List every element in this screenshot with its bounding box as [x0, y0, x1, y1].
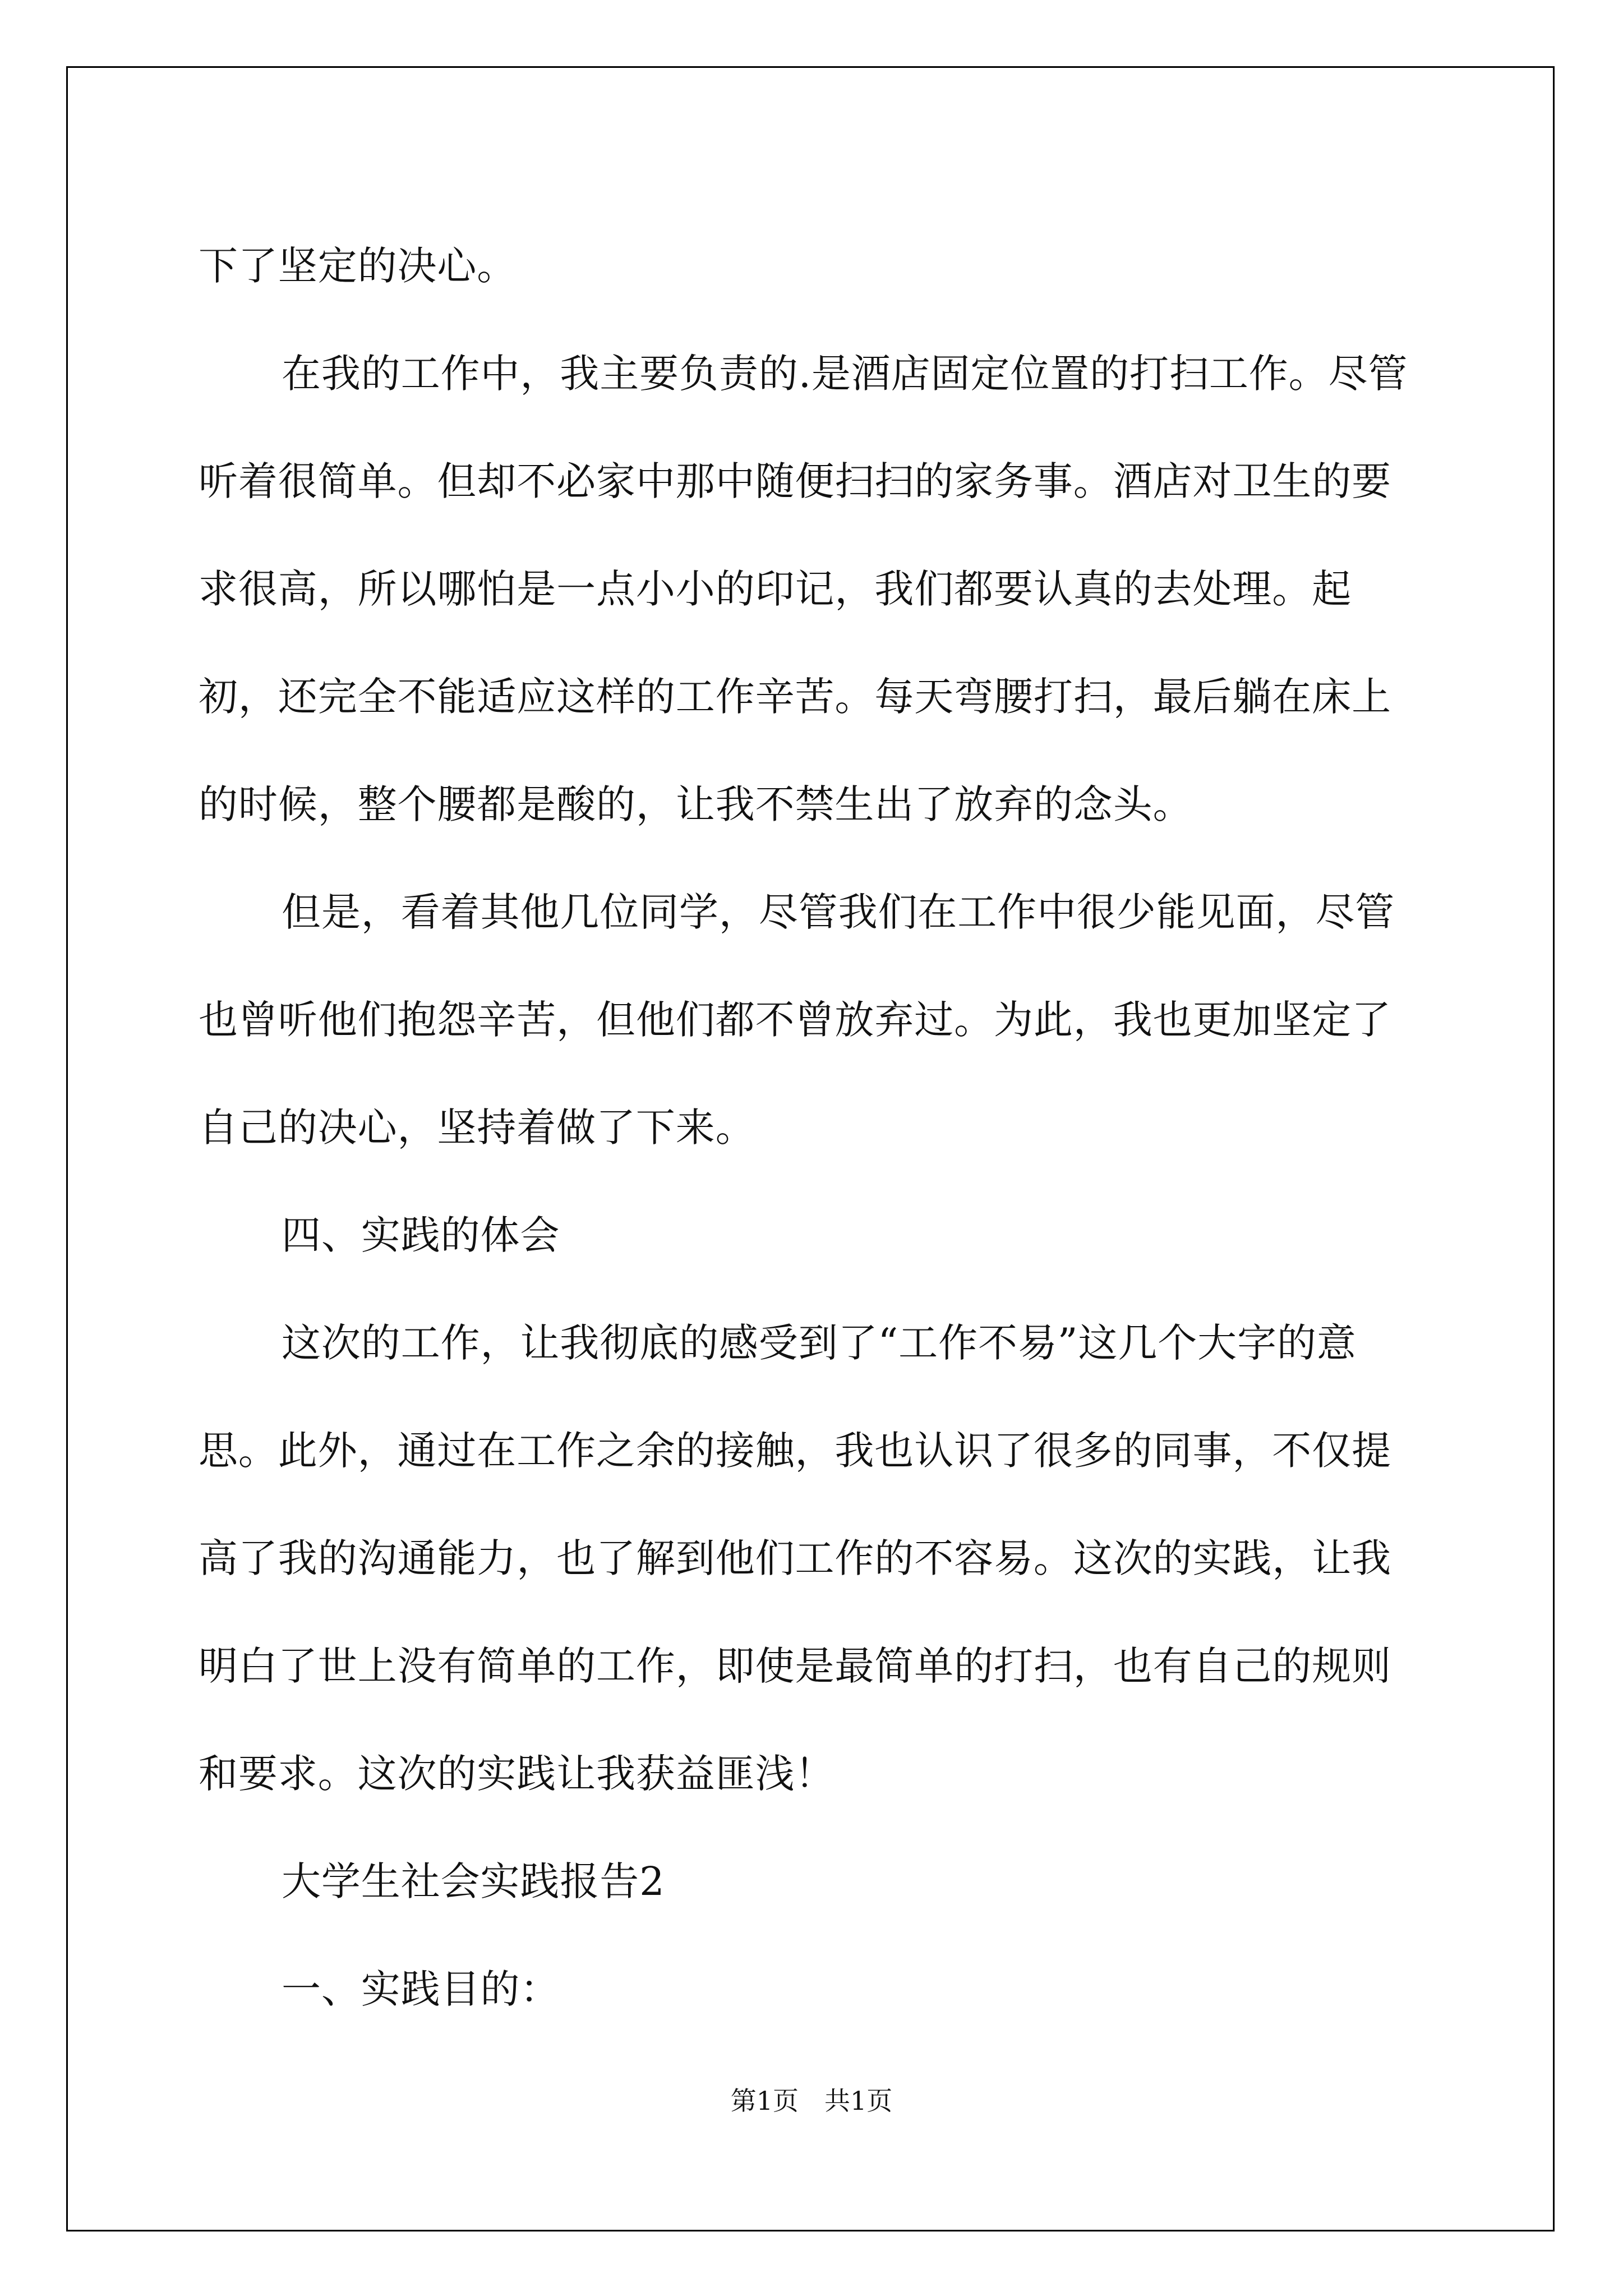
paragraph: 这次的工作，让我彻底的感受到了“工作不易”这几个大字的意思。此外，通过在工作之余的接触，我也认识了很多的同事，不仅提高了我的沟通能力，也了解到他们工作的不容易。这次的实践，让我明白了世上没有简单的工作，即使是最简单的打扫，也有自己的规则和要求。这次的实践让我获益匪浅！: [199, 1320, 1391, 1797]
page-footer: 第1页 共1页: [730, 2086, 893, 2116]
paragraph: 下了坚定的决心。: [199, 243, 517, 289]
report-title: 大学生社会实践报告2: [282, 1858, 665, 1904]
section-heading: 一、实践目的：: [282, 1966, 560, 2012]
document-body: [199, 212, 1428, 2043]
paragraph: 在我的工作中，我主要负责的.是酒店固定位置的打扫工作。尽管听着很简单。但却不必家中那中随便扫扫的家务事。酒店对卫生的要求很高，所以哪怕是一点小小的印记，我们都要认真的去处理。起初，还完全不能适应这样的工作辛苦。每天弯腰打扫，最后躺在床上的时候，整个腰都是酸的，让我不禁生出了放弃的念头。: [199, 351, 1408, 827]
section-heading: 四、实践的体会: [282, 1212, 560, 1258]
paragraph: 但是，看着其他几位同学，尽管我们在工作中很少能见面，尽管也曾听他们抱怨辛苦，但他们都不曾放弃过。为此，我也更加坚定了自己的决心，坚持着做了下来。: [199, 889, 1395, 1151]
